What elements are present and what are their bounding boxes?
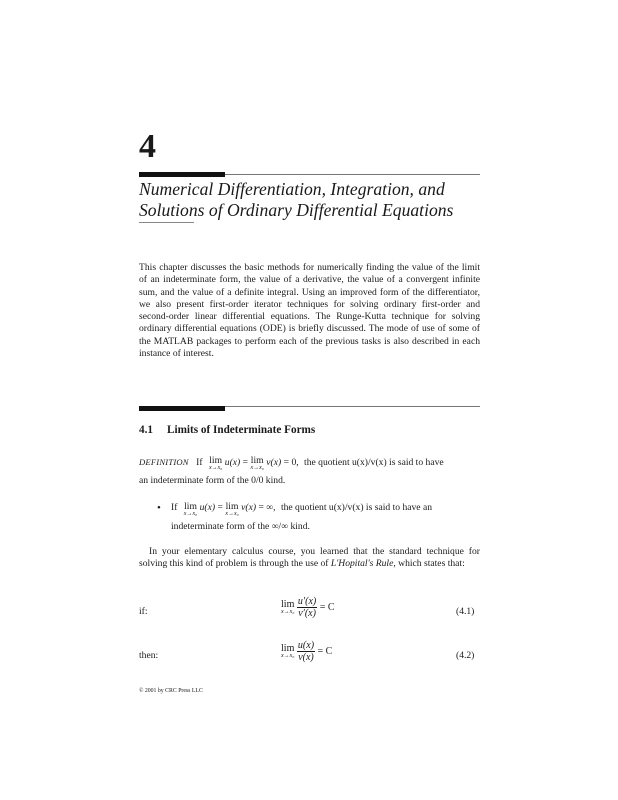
lim-text: lim	[250, 455, 264, 466]
lim-text: lim	[281, 642, 295, 654]
copyright-footer: © 2001 by CRC Press LLC	[139, 688, 203, 694]
section-number: 4.1	[139, 424, 153, 436]
definition-if: If	[196, 457, 203, 468]
lim-subscript: x→x₀	[281, 608, 295, 615]
equation-2-number: (4.2)	[456, 650, 475, 661]
denominator: v′(x)	[298, 608, 316, 619]
definition-v-expr: v(x)	[266, 457, 282, 468]
lim-subscript: x→x₀	[250, 465, 264, 471]
equation-1-number: (4.1)	[456, 606, 475, 617]
lim-text: lim	[209, 455, 223, 466]
equation-1-label: if:	[139, 606, 148, 617]
lim-subscript: x→x₀	[225, 511, 239, 517]
equation-1-rhs: = C	[319, 602, 335, 613]
bullet-line-2: indeterminate form of the ∞/∞ kind.	[171, 521, 310, 532]
equation-2	[281, 640, 332, 663]
bullet-text: the quotient u(x)/v(x) is said to have an	[280, 502, 433, 513]
bullet-line-1	[171, 502, 432, 518]
definition-line-2: an indeterminate form of the 0/0 kind.	[139, 475, 286, 486]
chapter-rule-thin	[225, 174, 480, 175]
title-underline	[139, 222, 194, 223]
chapter-title-line-1: Numerical Differentiation, Integration, and	[139, 179, 445, 199]
definition-line-1	[139, 456, 444, 472]
equation-2-label: then:	[139, 650, 159, 661]
bullet-u-expr: u(x)	[199, 502, 216, 513]
equation-1	[281, 596, 335, 619]
chapter-title-line-2: Solutions of Ordinary Differential Equations	[139, 200, 454, 220]
equation-1-lim	[281, 600, 294, 616]
definition-lim-2	[250, 456, 263, 472]
definition-text: the quotient u(x)/v(x) is said to have	[304, 457, 444, 468]
chapter-rule-thick	[139, 172, 225, 177]
section-rule-thin	[225, 406, 480, 407]
definition-zero: 0,	[291, 457, 299, 468]
lim-subscript: x→x₀	[208, 465, 223, 471]
equation-2-fraction	[297, 640, 315, 663]
lim-subscript: x→x₀	[183, 511, 198, 517]
equation-1-fraction	[297, 596, 317, 619]
paragraph-text: In your elementary calculus course, you learned that the standard technique for solving this kind of problem is through the use of	[139, 546, 480, 570]
numerator: u(x)	[297, 640, 315, 651]
chapter-number: 4	[139, 128, 156, 165]
bullet-dot: •	[157, 502, 161, 514]
bullet-if: If	[171, 502, 178, 513]
lim-text: lim	[225, 501, 239, 512]
section-heading	[139, 424, 315, 436]
definition-label: DEFINITION	[139, 457, 189, 467]
lim-text: lim	[184, 501, 197, 512]
lim-text: lim	[281, 598, 295, 610]
equals-sign: =	[258, 502, 264, 513]
section-rule-thick	[139, 406, 225, 411]
equation-2-rhs: = C	[317, 646, 333, 657]
equals-sign: =	[242, 457, 249, 468]
chapter-title	[139, 179, 484, 221]
lim-subscript: x→x₀	[281, 652, 295, 659]
numerator: u′(x)	[297, 596, 317, 607]
denominator: v(x)	[298, 652, 314, 663]
paragraph-tail: , which states that:	[393, 558, 465, 570]
lhopital-rule-term: L'Hopital's Rule	[330, 558, 394, 570]
bullet-lim-2	[225, 502, 238, 518]
chapter-abstract: This chapter discusses the basic methods for numerically finding the value of the limit of an indeterminate form, the value of a derivative, the value of a convergent infinite sum, and the value of a definite integral. Using an improved form of the differentiator, we also present first-order iterator techniques for solving ordinary first-order and second-order linear differential equations. The Runge-Kutta technique for solving ordinary differential equations (ODE) is briefly discussed. The mode of use of some of the MATLAB packages to perform each of the previous tasks is also described in each instance of interest.	[139, 262, 480, 359]
equals-sign: =	[283, 457, 290, 468]
equation-2-lim	[281, 644, 294, 660]
definition-u-expr: u(x)	[224, 457, 241, 468]
definition-lim-1	[209, 456, 222, 472]
lhopital-paragraph	[139, 546, 480, 570]
bullet-infinity: ∞,	[266, 502, 276, 513]
bullet-lim-1	[184, 502, 197, 518]
equals-sign: =	[217, 502, 223, 513]
section-title: Limits of Indeterminate Forms	[167, 424, 316, 436]
bullet-v-expr: v(x)	[241, 502, 257, 513]
